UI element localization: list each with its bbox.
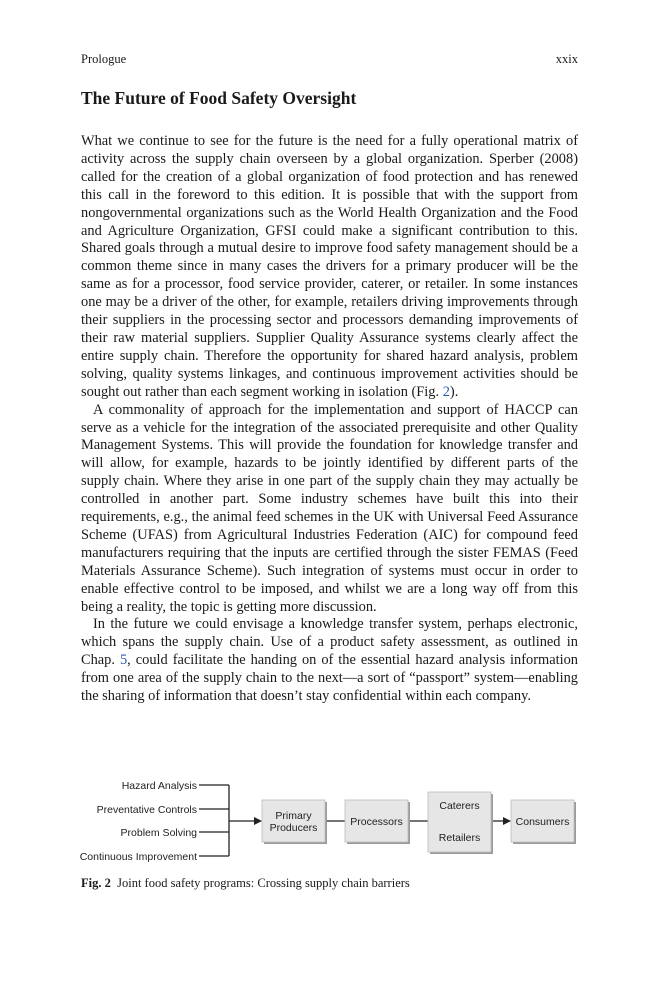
text-run: , could facilitate the handing on of the essential hazard analysis information from one area of the supply chain to the next—a sort of “passport” system—enabling the sharing of information that doesn’t stay confidential within each company. <box>81 652 579 705</box>
input-label: Hazard Analysis <box>121 780 197 792</box>
figure-caption <box>81 876 410 891</box>
paragraph-1 <box>81 133 578 402</box>
text-run: In the future we could envisage a knowledge transfer system, perhaps electronic, which spans the supply chain. Use of a product safety assessment, as outlined in Chap. <box>81 616 578 669</box>
body-text <box>81 133 578 706</box>
cross-reference-link[interactable]: 5 <box>119 652 128 669</box>
page-number: xxix <box>555 52 578 66</box>
box-label: Retailers <box>438 832 481 844</box>
text-run: ). <box>449 383 459 400</box>
box-label: Primary <box>275 810 312 822</box>
section-title: The Future of Food Safety Oversight <box>81 88 357 108</box>
cross-reference-link[interactable]: 2 <box>442 383 450 400</box>
caption-text: Joint food safety programs: Crossing supply chain barriers <box>117 876 410 890</box>
input-label: Preventative Controls <box>96 804 197 816</box>
text-run: What we continue to see for the future is the need for a fully operational matrix of activity across the supply chain overseen by a global organization. Sperber (2008) called for the creation of a global organization of food protection and has renewed this call in the foreword to this edition. It is possible that with the support from nongovernmental organizations such as the World Health Organization and the Food and Agriculture Organization, GFSI could make a significant contribution to this. Shared goals through a mutual desire to improve food safety management should be a common theme since in many cases the drivers for a primary producer will be the same as for a processor, food service provider, caterer, or retailer. In some instances one may be a driver of the other, for example, retailers driving improvements through their suppliers in the processing sector and processors demanding improvements of their raw material suppliers. Supplier Quality Assurance systems clearly affect the entire supply chain. Therefore the opportunity for shared hazard analysis, problem solving, quality systems linkages, and continuous improvement activities should be sought out rather than each segment working in isolation (Fig. <box>81 133 578 400</box>
paragraph-3 <box>81 616 578 706</box>
caption-label: Fig. 2 <box>81 876 111 890</box>
input-label: Problem Solving <box>120 827 197 839</box>
running-head-title: Prologue <box>81 52 127 66</box>
box-label: Processors <box>350 816 403 828</box>
box-label: Caterers <box>439 800 480 812</box>
figure-diagram <box>79 772 579 872</box>
paragraph-2 <box>81 402 578 617</box>
input-label: Continuous Improvement <box>79 851 197 863</box>
box-label: Producers <box>269 822 318 834</box>
box-label: Consumers <box>515 816 570 828</box>
supply-chain-diagram <box>79 772 579 872</box>
text-run: A commonality of approach for the implementation and support of HACCP can serve as a vehicle for the integration of the associated prerequisite and other Quality Management Systems. This will provide the foundation for knowledge transfer and will allow, for example, hazards to be jointly identified by different parts of the supply chain. Where they arise in one part of the supply chain they may actually be controlled in another part. Some industry schemes have built this into their requirements, e.g., the animal feed schemes in the UK with Universal Feed Assurance Scheme (UFAS) from Agricultural Industries Federation (AIC) for compound feed manufacturers requiring that the inputs are certified through the sister FEMAS (Feed Materials Assurance Scheme). Such integration of systems must occur in order to enable effective control to be imposed, and whilst we are a long way off from this being a reality, the topic is getting more discussion. <box>81 401 578 615</box>
